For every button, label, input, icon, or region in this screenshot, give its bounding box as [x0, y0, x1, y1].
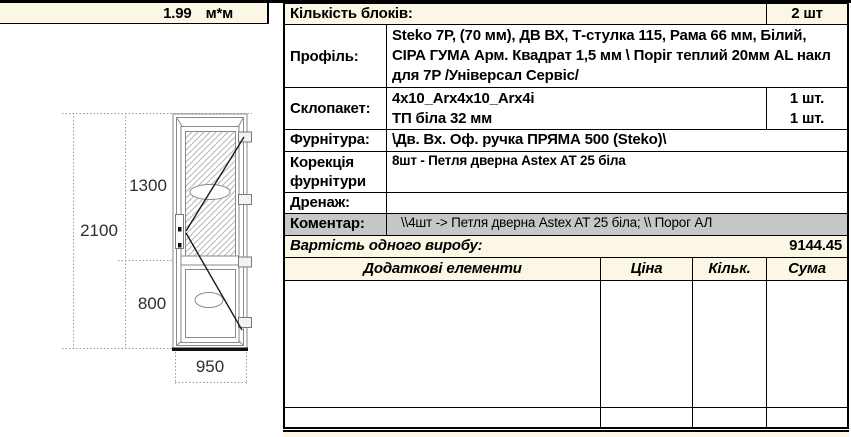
drainage-label: Дренаж: [290, 194, 350, 211]
extras-body-qty-cell [692, 281, 766, 408]
row-comment [285, 214, 847, 236]
row-glass-unit [285, 88, 847, 130]
dim-total-height-label: 2100 [80, 221, 118, 240]
row-drainage [285, 193, 847, 214]
drainage-value [386, 193, 847, 213]
extras-body-price-cell [600, 281, 692, 408]
row-extras-header [285, 258, 847, 281]
glass-unit-line-1: 4x10_Arx4x10_Arx4i [392, 90, 535, 107]
profile-value: Steko 7P, (70 мм), ДВ ВХ, Т-стулка 115, Рама 66 мм, Білий, СІРА ГУМА Арм. Квадрат 1,5 мм \ Поріг теплий 20мм AL накл для 7P /Універсал Сервіс/ [386, 25, 847, 87]
hardware-value: \Дв. Вх. Оф. ручка ПРЯМА 500 (Steko)\ [386, 130, 847, 151]
extras-empty-price-cell [600, 408, 692, 427]
extras-header-name: Додаткові елементи [363, 259, 522, 277]
extras-body-name-cell [285, 281, 600, 408]
glass-unit-line-2: ТП біла 32 мм [392, 110, 493, 127]
extras-header-qty: Кільк. [692, 258, 766, 280]
glass-unit-label: Склопакет: [290, 100, 371, 117]
spec-table [283, 2, 849, 429]
dim-width-label: 950 [195, 357, 225, 376]
row-extras-empty [285, 408, 847, 427]
row-profile [285, 25, 847, 88]
door-drawing [0, 0, 283, 437]
dim-top-height-label: 1300 [129, 176, 167, 195]
extras-empty-name-cell [285, 408, 600, 427]
area-value: 1.99 [163, 4, 192, 22]
row-hardware-correction [285, 152, 847, 194]
hardware-correction-label: Корекція фурнітури [290, 153, 366, 190]
glass-unit-qty-2: 1 шт. [789, 110, 825, 127]
threshold-bar [172, 348, 248, 352]
block-count-value: 2 шт [766, 4, 847, 24]
panel-ellipse [195, 293, 223, 308]
unit-cost-value: 9144.45 [789, 236, 842, 254]
t-divider [181, 256, 239, 265]
area-unit: м*м [205, 4, 233, 22]
extras-header-sum: Сума [766, 258, 847, 280]
comment-value: \\4шт -> Петля дверна Astex AT 25 біла; \\ Порог АЛ [386, 214, 847, 235]
dim-bottom-height-label: 800 [137, 294, 167, 313]
unit-cost-label: Вартість одного виробу: [290, 236, 483, 254]
extras-body-sum-cell [766, 281, 847, 408]
comment-label: Коментар: [290, 215, 365, 232]
row-block-count [285, 4, 847, 25]
glass-unit-qty-1: 1 шт. [789, 90, 825, 107]
hardware-label: Фурнітура: [290, 131, 370, 148]
hardware-correction-value: 8шт - Петля дверна Astex AT 25 біла [386, 152, 847, 193]
row-extras-body [285, 281, 847, 409]
profile-label: Профіль: [290, 47, 359, 65]
door-handle [176, 215, 184, 249]
row-unit-cost [285, 236, 847, 258]
extras-header-price: Ціна [600, 258, 692, 280]
block-count-label: Кількість блоків: [290, 5, 413, 22]
next-summary-row-partial [283, 430, 849, 437]
row-hardware [285, 130, 847, 152]
extras-empty-sum-cell [766, 408, 847, 427]
extras-empty-qty-cell [692, 408, 766, 427]
